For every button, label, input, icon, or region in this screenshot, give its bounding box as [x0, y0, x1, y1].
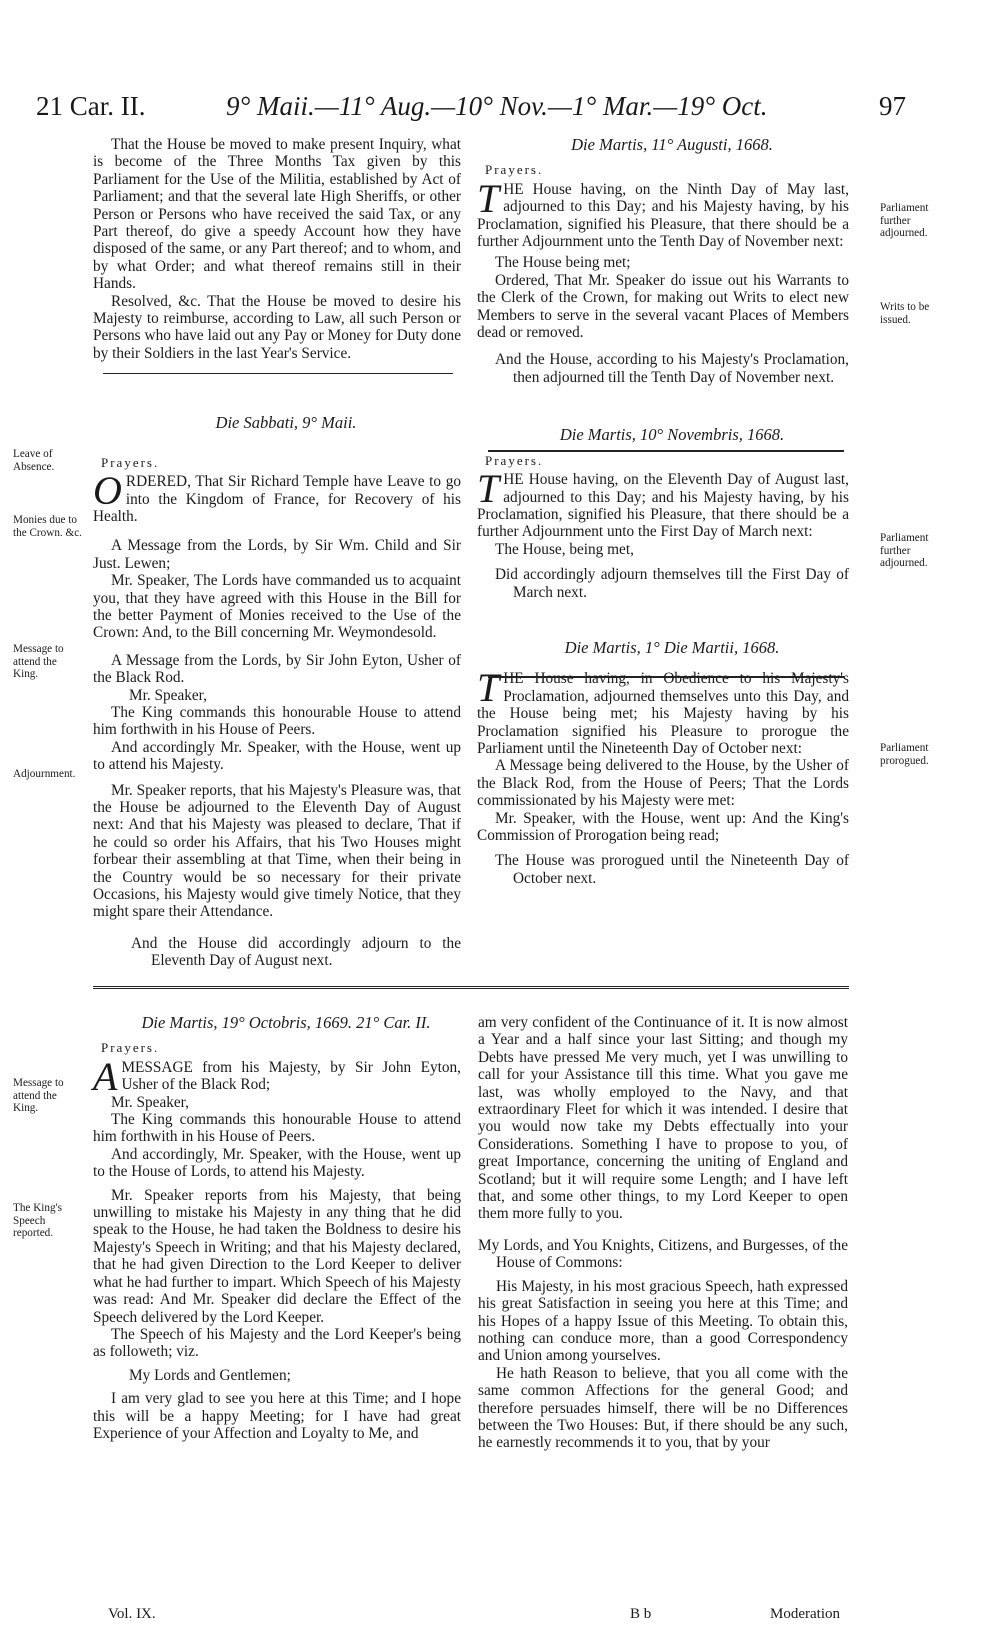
paragraph-text: HE House having, on the Ninth Day of May last, adjourned to this Day; and his Majesty having, by his Proclamation, signified his Pleasure, that there should be a further Adjournment unto the Tenth Day of November next: [477, 180, 849, 251]
paragraph [93, 468, 461, 525]
paragraph: The House, being met, [495, 540, 634, 558]
page-number: 97 [879, 91, 906, 121]
section-rule [103, 373, 453, 374]
paragraph: The House was prorogued until the Nineteenth Day of October next. [495, 852, 849, 887]
margin-note: Message to attend the King. [13, 643, 64, 680]
paragraph: And the House, according to his Majesty's Proclamation, then adjourned till the Tenth Day of November next. [495, 351, 849, 386]
paragraph: His Majesty, in his most gracious Speech, hath expressed his great Satisfaction in seeing you here at this Time; and his Hopes of a happy Issue of this Meeting. To obtain this, nothing can conduce more, than a good Correspondency and Union among yourselves. [478, 1277, 848, 1365]
section-rule [488, 676, 844, 678]
paragraph: Mr. Speaker, [129, 686, 207, 704]
day-heading: Die Martis, 19° Octobris, 1669. 21° Car. II. [141, 1013, 431, 1032]
paragraph: A Message being delivered to the House, by the Usher of the Black Rod, from the House of Peers; That the Lords commissionated by his Majesty were met: [477, 757, 849, 810]
paragraph-text: RDERED, That Sir Richard Temple have Leave to go into the Kingdom of France, for Recovery of his Health. [93, 473, 461, 525]
margin-note: Parliament further adjourned. [880, 202, 929, 239]
paragraph: My Lords and Gentlemen; [129, 1366, 291, 1384]
day-heading: Die Martis, 11° Augusti, 1668. [571, 135, 773, 154]
paragraph: Mr. Speaker, The Lords have commanded us to acquaint you, that they have agreed with this House in the Bill for the better Payment of Monies received to the Use of the Crown: And, to the Bill concerning Mr. Weymondesold. [93, 572, 461, 642]
paragraph: Mr. Speaker, [111, 1093, 189, 1111]
drop-cap: T [477, 466, 500, 512]
paragraph: And accordingly, Mr. Speaker, with the House, went up to the House of Lords, to attend his Majesty. [93, 1145, 461, 1181]
margin-note: Adjournment. [13, 768, 76, 780]
column-left-top [93, 136, 461, 970]
prayers-label: Prayers. [101, 454, 160, 470]
paragraph [477, 665, 849, 757]
drop-cap: A [93, 1053, 118, 1099]
paragraph: And the House did accordingly adjourn to the Eleventh Day of August next. [131, 934, 461, 970]
paragraph: Ordered, That Mr. Speaker do issue out his Warrants to the Clerk of the Crown, for making out Writs to elect new Members to serve in the several vacant Places of Members dead or removed. [477, 271, 849, 342]
header-dates: 9° Maii.—11° Aug.—10° Nov.—1° Mar.—19° Oct. [226, 91, 768, 121]
section-rule [488, 450, 844, 452]
paragraph [93, 1053, 461, 1099]
volume-label: Vol. IX. [108, 1606, 156, 1622]
column-right-top [477, 136, 849, 887]
paragraph: The House being met; [495, 254, 631, 272]
paragraph: Mr. Speaker reports from his Majesty, that being unwilling to mistake his Majesty in any thing that he did speak to the House, he had taken the Boldness to desire his Majesty's Speech in Writing; and that his Majesty declared, that he had given Direction to the Lord Keeper to deliver what he had further to impart. Which Speech of his Majesty was read: And Mr. Speaker did declare the Effect of the Speech delivered by the Lord Keeper. [93, 1186, 461, 1326]
drop-cap: T [477, 665, 500, 711]
page-header [36, 86, 906, 126]
signature-mark: B b [630, 1606, 652, 1622]
prayers-label: Prayers. [485, 162, 544, 178]
paragraph: Did accordingly adjourn themselves till the First Day of March next. [495, 566, 849, 601]
day-heading: Die Sabbati, 9° Maii. [215, 413, 357, 433]
paragraph: That the House be moved to make present Inquiry, what is become of the Three Months Tax given by this Parliament for the Use of the Militia, established by Act of Parliament; and that the several late High Sheriffs, or other Person or Persons who have received the said Tax, or any Part thereof, do give a speedy Account how they have disposed of the same, or any Part thereof; and to whom, and by what Order; and what thereof remains still in their Hands. [93, 136, 461, 293]
paragraph: And accordingly Mr. Speaker, with the House, went up to attend his Majesty. [93, 738, 461, 774]
paragraph: The Speech of his Majesty and the Lord Keeper's being as followeth; viz. [93, 1325, 461, 1361]
paragraph: I am very glad to see you here at this Time; and I hope this will be a happy Meeting; for I have had great Experience of your Affection and Loyalty to Me, and [93, 1390, 461, 1442]
paragraph [477, 175, 849, 251]
margin-note: Leave of Absence. [13, 448, 55, 473]
paragraph-text: HE House having, in Obedience to his Majesty's Proclamation, adjourned themselves unto this Day, and the House being met; his Majesty having by his Proclamation signified his Pleasure to prorogue the Parliament until the Nineteenth Day of October next: [477, 670, 849, 757]
paragraph-text: MESSAGE from his Majesty, by Sir John Eyton, Usher of the Black Rod; [121, 1058, 461, 1094]
margin-note: Writs to be issued. [880, 301, 930, 326]
paragraph: He hath Reason to believe, that you all come with the same common Affections for the general Good; and therefore persuades himself, there will be no Differences between the Two Houses: But, if there should be any such, he earnestly recommends it to you, that by your [478, 1364, 848, 1452]
drop-cap: O [93, 468, 122, 514]
margin-note: Message to attend the King. [13, 1077, 64, 1114]
drop-cap: T [477, 175, 500, 221]
paragraph-text: HE House having, on the Eleventh Day of August last, adjourned to this Day; and his Majesty having, by his Proclamation, signified his Pleasure, that there should be a further Adjournment unto the First Day of March next: [477, 471, 849, 541]
day-heading: Die Martis, 10° Novembris, 1668. [559, 425, 785, 445]
column-right-bottom [478, 1014, 848, 1452]
paragraph: A Message from the Lords, by Sir Wm. Child and Sir Just. Lewen; [93, 537, 461, 572]
paragraph: The King commands this honourable House to attend him forthwith in his House of Peers. [93, 703, 461, 739]
paragraph: am very confident of the Continuance of it. It is now almost a Year and a half since your last Sitting; and though my Debts have pressed Me very much, yet I was unwilling to call for your Assistance till this time. What you gave me last, was wholly employed to the Navy, and that extraordinary Fleet for which it was intended. I desire that you would now take my Debts effectually into your Considerations. Something I have to propose to you, of great Importance, concerning the uniting of England and Scotland; but it will require some Length; and I have left that, and some other things, to my Lord Keeper to open them more fully to you. [478, 1014, 848, 1223]
margin-note: Monies due to the Crown. &c. [13, 514, 82, 539]
paragraph: A Message from the Lords, by Sir John Eyton, Usher of the Black Rod. [93, 651, 461, 687]
paragraph: Mr. Speaker reports, that his Majesty's Pleasure was, that the House be adjourned to the Eleventh Day of August next: And that his Majesty was pleased to declare, That if he could so order his Affairs, that his Two Houses might forbear their assembling at that Time, when their being in the Country would be so necessary for their private Occasions, his Majesty would give timely Notice, that they might spare their Attendance. [93, 781, 461, 921]
paragraph: Resolved, &c. That the House be moved to desire his Majesty to reimburse, according to Law, all such Person or Persons who have laid out any Pay or Money for Duty done by their Soldiers in the last Year's Service. [93, 292, 461, 362]
paragraph: The King commands this honourable House to attend him forthwith in his House of Peers. [93, 1111, 461, 1146]
paragraph [477, 466, 849, 541]
catchword: Moderation [770, 1606, 840, 1622]
prayers-label: Prayers. [101, 1040, 160, 1056]
day-heading: Die Martis, 1° Die Martii, 1668. [564, 637, 780, 657]
regnal-year: 21 Car. II. [36, 91, 146, 121]
column-left-bottom [93, 1014, 461, 1442]
margin-note: Parliament prorogued. [880, 742, 929, 767]
margin-note: Parliament further adjourned. [880, 532, 929, 569]
page-divider [93, 986, 849, 989]
paragraph: My Lords, and You Knights, Citizens, and Burgesses, of the House of Commons: [478, 1236, 848, 1272]
prayers-label: Prayers. [485, 452, 544, 468]
margin-note: The King's Speech reported. [13, 1202, 62, 1239]
paragraph: Mr. Speaker, with the House, went up: And the King's Commission of Prorogation being read; [477, 809, 849, 844]
